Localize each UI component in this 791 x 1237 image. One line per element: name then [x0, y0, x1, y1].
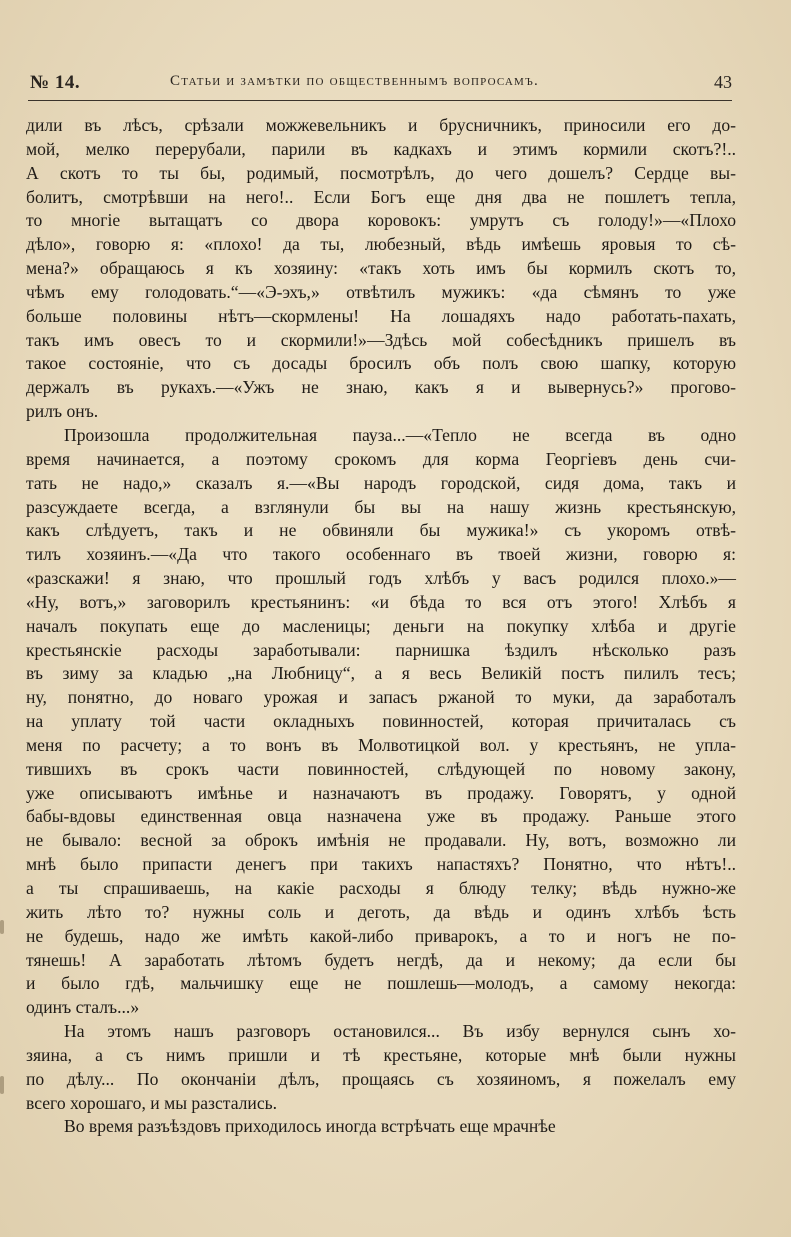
- text-line: всего хорошаго, и мы разстались.: [26, 1092, 278, 1113]
- text-line: больше половины нѣтъ—скормлены! На лошадяхъ надо работать-пахать,: [26, 305, 736, 326]
- text-line: то многіе вытащатъ со двора коровокъ: умрутъ съ голоду!»—«Плохо: [26, 210, 736, 231]
- text-line: держалъ въ рукахъ.—«Ужъ не знаю, какъ я и вывернусь?» прогово-: [26, 377, 736, 398]
- text-line: не бывало: весной за оброкъ имѣнія не продавали. Ну, вотъ, возможно ли: [26, 830, 736, 851]
- text-line: зяина, а съ нимъ пришли и тѣ крестьяне, которые мнѣ были нужны: [26, 1044, 736, 1065]
- text-line: одинъ сталъ...»: [26, 997, 140, 1018]
- text-line: «разскажи! я знаю, что прошлый годъ хлѣбъ у васъ родился плохо.»—: [26, 568, 736, 589]
- text-line: Во время разъѣздовъ приходилось иногда встрѣчать еще мрачнѣе: [64, 1116, 556, 1137]
- text-line: и было гдѣ, мальчишку еще не пошлешь—молодъ, а самому некогда:: [26, 973, 736, 994]
- text-line: меня по расчету; а то вонъ въ Молвотицкой вол. у крестьянъ, не упла-: [26, 734, 736, 755]
- text-line: бабы-вдовы единственная овца назначена уже въ продажу. Раньше этого: [26, 806, 736, 827]
- text-line: дѣло», говорю я: «плохо! да ты, любезный, вѣдь имѣешь яровыя то сѣ-: [26, 234, 736, 255]
- text-line: дили въ лѣсъ, срѣзали можжевельникъ и брусничникъ, приносили его до-: [26, 115, 736, 135]
- text-line: ну, понятно, до новаго урожая и запасъ ржаной то муки, да заработалъ: [26, 687, 736, 708]
- issue-number: № 14.: [30, 72, 81, 93]
- text-line: мнѣ было припасти денегъ при такихъ напастяхъ? Понятно, что нѣтъ!..: [26, 854, 736, 875]
- body-text: [26, 114, 736, 1139]
- text-line: болитъ, смотрѣвши на него!.. Если Богъ еще дня два не пошлетъ тепла,: [26, 186, 736, 207]
- running-title: Статьи и замѣтки по общественнымъ вопросамъ.: [170, 73, 539, 89]
- text-line: На этомъ нашъ разговоръ остановился... Въ избу вернулся сынъ хо-: [64, 1021, 736, 1042]
- text-line: А скотъ то ты бы, родимый, посмотрѣлъ, до чего дошелъ? Сердце вы-: [26, 162, 736, 183]
- text-line: тилъ хозяинъ.—«Да что такого особеннаго въ твоей жизни, говорю я:: [26, 544, 736, 565]
- text-line: Произошла продолжительная пауза...—«Тепло не всегда въ одно: [64, 424, 736, 445]
- running-header: [30, 70, 730, 96]
- text-line: разсуждаете всегда, а взглянули бы вы на нашу жизнь крестьянскую,: [26, 496, 736, 517]
- text-line: въ зиму за кладью „на Любницу“, а я весь Великій постъ пилилъ тесъ;: [26, 663, 736, 684]
- text-line: мена?» обращаюсь я къ хозяину: «такъ хоть имъ бы кормилъ скотъ то,: [26, 258, 736, 279]
- text-line: по дѣлу... По окончаніи дѣлъ, прощаясь съ хозяиномъ, я пожелалъ ему: [26, 1068, 736, 1089]
- text-line: «Ну, вотъ,» заговорилъ крестьянинъ: «и бѣда то вся отъ этого! Хлѣбъ я: [26, 591, 736, 612]
- text-line: такъ имъ овесъ то и скормили!»—Здѣсь мой собесѣдникъ пришелъ въ: [26, 329, 736, 350]
- page-number: 43: [714, 72, 732, 92]
- text-line: какъ слѣдуетъ, такъ и не обвиняли бы мужика!» съ укоромъ отвѣ-: [26, 520, 736, 541]
- text-line: время начинается, а поэтому срокомъ для корма Георгіевъ день счи-: [26, 448, 736, 469]
- text-line: тать не надо,» сказалъ я.—«Вы народъ городской, сидя дома, такъ и: [26, 472, 736, 493]
- text-line: мой, мелко перерубали, парили въ кадкахъ и этимъ кормили скотъ?!..: [26, 138, 736, 159]
- text-line: началъ покупать еще до масленицы; деньги на покупку хлѣба и другіе: [26, 615, 736, 636]
- text-line: уже описываютъ имѣнье и назначаютъ въ продажу. Говорятъ, у одной: [26, 782, 736, 803]
- text-line: крестьянскіе расходы заработывали: парнишка ѣздилъ нѣсколько разъ: [26, 639, 736, 660]
- text-line: не будешь, надо же имѣть какой-либо приварокъ, а то и ногъ не по-: [26, 925, 736, 946]
- text-line: такое состояніе, что съ досады бросилъ объ полъ свою шапку, которую: [26, 353, 736, 374]
- text-line: рилъ онъ.: [26, 401, 99, 422]
- text-line: тянешь! А заработать лѣтомъ будетъ негдѣ, да и некому; да если бы: [26, 949, 736, 970]
- header-rule: [28, 100, 732, 101]
- margin-smudge: [0, 920, 4, 934]
- margin-smudge: [0, 1076, 4, 1094]
- text-line: а ты спрашиваешь, на какіе расходы я блюду телку; вѣдь нужно-же: [26, 878, 736, 898]
- text-line: тившихъ въ срокъ части повинностей, слѣдующей по новому закону,: [26, 758, 736, 779]
- text-line: жить лѣто то? нужны соль и деготь, да вѣдь и одинъ хлѣбъ ѣсть: [26, 901, 736, 922]
- text-line: чѣмъ ему голодовать.“—«Э-эхъ,» отвѣтилъ мужикъ: «да сѣмянъ то уже: [26, 281, 736, 302]
- text-line: на уплату той части окладныхъ повинностей, которая причиталась съ: [26, 711, 736, 732]
